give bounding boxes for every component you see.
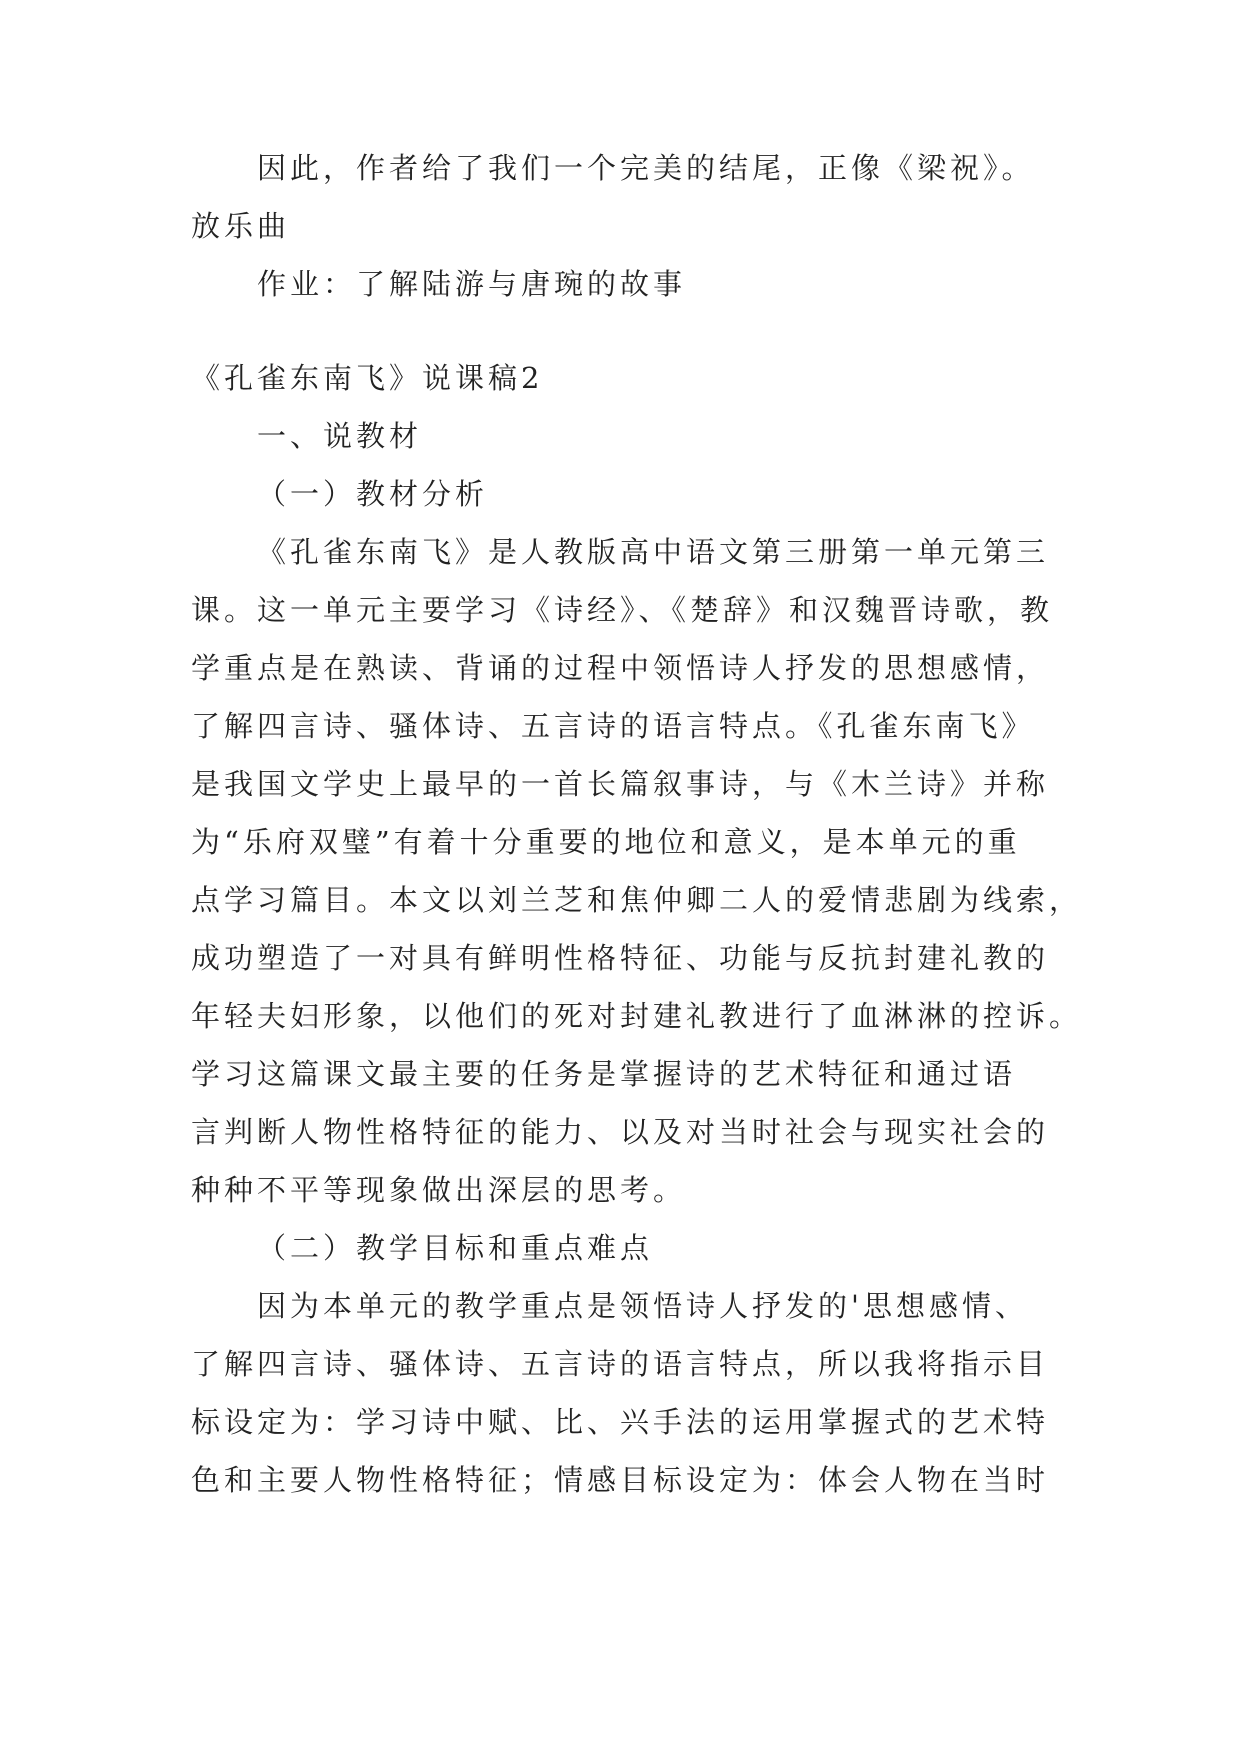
paragraph-2-line-4: 色和主要人物性格特征；情感目标设定为：体会人物在当时 — [191, 1463, 1050, 1497]
subheading-jiaocai-fenxi: （一）教材分析 — [257, 477, 489, 511]
paragraph-2-line-3: 标设定为：学习诗中赋、比、兴手法的运用掌握式的艺术特 — [191, 1405, 1050, 1439]
paragraph-1-line-7: 点学习篇目。本文以刘兰芝和焦仲卿二人的爱情悲剧为线索， — [191, 883, 1083, 917]
paragraph-1-line-11: 言判断人物性格特征的能力、以及对当时社会与现实社会的 — [191, 1115, 1050, 1149]
paragraph-1-line-8: 成功塑造了一对具有鲜明性格特征、功能与反抗封建礼教的 — [191, 941, 1050, 975]
paragraph-1-line-2: 课。这一单元主要学习《诗经》、《楚辞》和汉魏晋诗歌，教 — [191, 593, 1054, 627]
section-title: 《孔雀东南飞》说课稿2 — [191, 361, 544, 395]
paragraph-2-line-2: 了解四言诗、骚体诗、五言诗的语言特点，所以我将指示目 — [191, 1347, 1050, 1381]
paragraph-1-line-9: 年轻夫妇形象，以他们的死对封建礼教进行了血淋淋的控诉。 — [191, 999, 1083, 1033]
paragraph-1-line-4: 了解四言诗、骚体诗、五言诗的语言特点。《孔雀东南飞》 — [191, 709, 1035, 743]
paragraph-1-line-6: 为“乐府双璧”有着十分重要的地位和意义，是本单元的重 — [191, 825, 1021, 859]
paragraph-2-line-1: 因为本单元的教学重点是领悟诗人抒发的'思想感情、 — [257, 1289, 1028, 1323]
lecture-section — [191, 349, 1083, 1509]
subheading-jiaoxue-mubiao: （二）教学目标和重点难点 — [257, 1231, 654, 1265]
paragraph-1-line-5: 是我国文学史上最早的一首长篇叙事诗，与《木兰诗》并称 — [191, 767, 1050, 801]
closing-line-2: 放乐曲 — [191, 209, 291, 243]
paragraph-1-line-10: 学习这篇课文最主要的任务是掌握诗的艺术特征和通过语 — [191, 1057, 1017, 1091]
paragraph-1-line-1: 《孔雀东南飞》是人教版高中语文第三册第一单元第三 — [257, 535, 1050, 569]
paragraph-1-line-3: 学重点是在熟读、背诵的过程中领悟诗人抒发的思想感情， — [191, 651, 1050, 685]
closing-section — [191, 139, 1061, 313]
paragraph-1-line-12: 种种不平等现象做出深层的思考。 — [191, 1173, 687, 1207]
closing-line-1: 因此，作者给了我们一个完美的结尾，正像《梁祝》。 — [257, 151, 1035, 185]
heading-shuo-jiaocai: 一、说教材 — [257, 419, 423, 453]
homework-line: 作业：了解陆游与唐琬的故事 — [257, 267, 687, 301]
